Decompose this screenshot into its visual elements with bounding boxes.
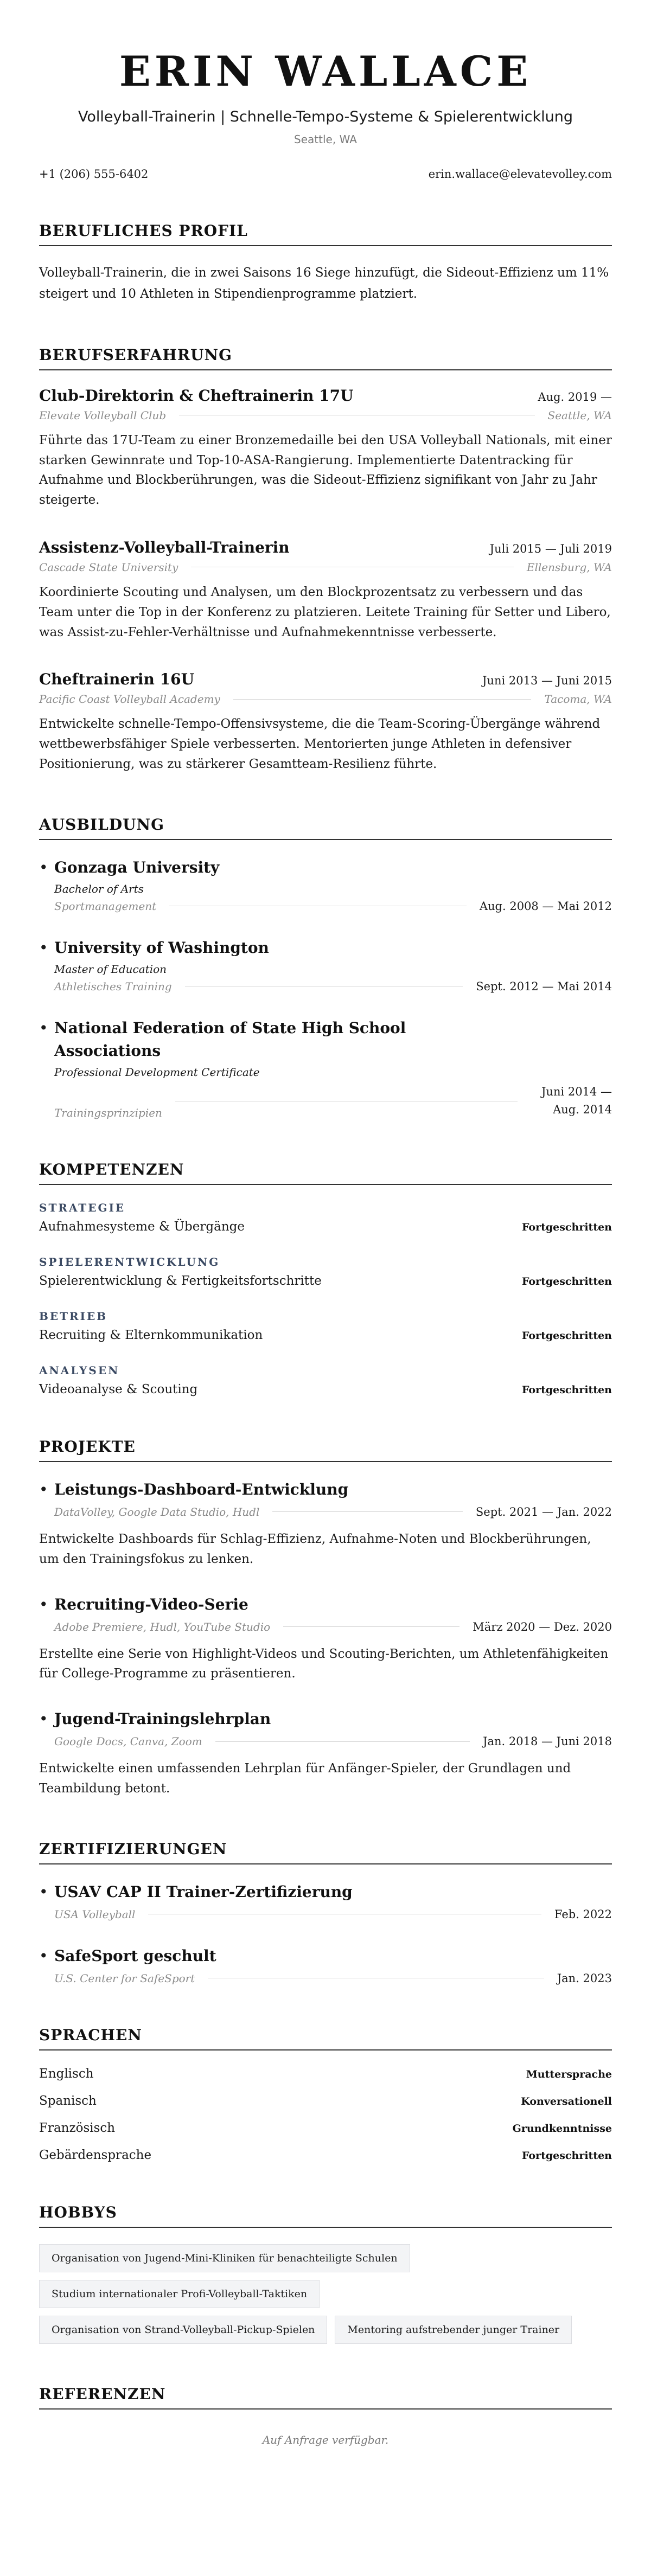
skill-name: Aufnahmesysteme & Übergänge [39,1219,245,1234]
dotted-leader [272,1511,463,1512]
projects-section-title: PROJEKTE [39,1438,612,1462]
job-title: Club-Direktorin & Cheftrainerin 17U [39,386,354,405]
candidate-tagline: Volleyball-Trainerin | Schnelle-Tempo-Systeme & Spielerentwicklung [78,108,573,125]
language-level: Konversationell [521,2095,612,2107]
skill-level: Fortgeschritten [521,1329,612,1342]
hobbies-section [39,2203,612,2344]
field-of-study: Athletisches Training [54,979,172,993]
bullet-icon: • [39,1595,48,1613]
project-tools: DataVolley, Google Data Studio, Hudl [54,1505,260,1518]
field-of-study: Trainingsprinzipien [54,1106,162,1119]
project-tools: Adobe Premiere, Hudl, YouTube Studio [54,1620,271,1633]
experience-section-title: BERUFSERFAHRUNG [39,346,612,370]
skills-section [39,1161,612,1396]
references-section-title: REFERENZEN [39,2385,612,2410]
job-organization: Pacific Coast Volleyball Academy [39,693,220,706]
education-section-title: AUSBILDUNG [39,816,612,840]
skill-category: STRATEGIE [39,1201,126,1214]
skill-category: BETRIEB [39,1309,108,1323]
education-dates: Aug. 2008 — Mai 2012 [479,899,612,913]
candidate-location: Seattle, WA [294,132,357,146]
hobbies-section-title: HOBBYS [39,2203,612,2228]
job-location: Ellensburg, WA [526,560,612,574]
certification-entry [39,1945,612,1985]
education-dates: Juni 2014 — Aug. 2014 [541,1085,612,1117]
job-entry [39,539,612,642]
bullet-icon: • [39,1480,48,1498]
job-location: Seattle, WA [547,408,612,422]
job-description: Entwickelte schnelle-Tempo-Offensivsysteme, die die Team-Scoring-Übergänge während wettbewerbsfähiger Spiele verbesserten. Mentorierten junge Athleten in defensiver Positionierung, was zu stärkerer Gesamtteam-Resilienz führte. [39,717,601,771]
degree-name: Bachelor of Arts [54,882,144,895]
job-title: Assistenz-Volleyball-Trainerin [39,538,290,556]
project-name: Jugend-Trainingslehrplan [54,1710,271,1728]
field-of-study: Sportmanagement [54,899,157,913]
school-name: Gonzaga University [54,858,220,876]
languages-section [39,2026,612,2162]
certification-date: Feb. 2022 [554,1907,612,1921]
certification-name: SafeSport geschult [54,1946,216,1965]
references-section [39,2385,612,2446]
project-name: Leistungs-Dashboard-Entwicklung [54,1480,349,1498]
education-dates: Sept. 2012 — Mai 2014 [476,979,612,993]
skill-level: Fortgeschritten [521,1221,612,1233]
job-dates: Juli 2015 — Juli 2019 [489,542,612,555]
experience-section [39,346,612,774]
bullet-icon: • [39,858,48,876]
language-name: Spanisch [39,2093,97,2108]
dotted-leader [233,699,532,700]
resume-header [39,49,612,181]
education-section [39,816,612,1119]
project-dates: Jan. 2018 — Juni 2018 [483,1735,612,1748]
skill-level: Fortgeschritten [521,1383,612,1396]
project-description: Entwickelte einen umfassenden Lehrplan für Anfänger-Spieler, der Grundlagen und Teambildung betont. [39,1761,571,1796]
skill-name: Spielerentwicklung & Fertigkeitsfortschritte [39,1273,322,1288]
skill-name: Videoanalyse & Scouting [39,1382,198,1396]
project-name: Recruiting-Video-Serie [54,1595,248,1613]
degree-name: Master of Education [54,962,167,976]
contact-row [39,168,612,181]
language-row [39,2067,612,2081]
skill-group [39,1310,612,1342]
skill-category: SPIELERENTWICKLUNG [39,1255,220,1268]
hobby-chip: Mentoring aufstrebender junger Trainer [335,2316,572,2344]
skill-name: Recruiting & Elternkommunikation [39,1328,263,1342]
dotted-leader [283,1626,459,1627]
project-entry [39,1593,612,1684]
language-name: Englisch [39,2066,94,2081]
skill-level: Fortgeschritten [521,1275,612,1287]
certification-date: Jan. 2023 [557,1971,612,1985]
project-entry [39,1478,612,1569]
education-entry [39,937,612,993]
skills-section-title: KOMPETENZEN [39,1161,612,1185]
job-location: Tacoma, WA [544,693,612,706]
language-row [39,2121,612,2135]
references-text: Auf Anfrage verfügbar. [262,2433,389,2446]
skill-group [39,1255,612,1288]
hobby-chips [39,2244,612,2344]
bullet-icon: • [39,938,48,957]
candidate-name: ERIN WALLACE [119,47,532,95]
job-title: Cheftrainerin 16U [39,670,195,689]
email-address[interactable]: erin.wallace@elevatevolley.com [428,167,612,181]
certification-issuer: USA Volleyball [54,1907,136,1921]
profile-section [39,222,612,305]
skill-group [39,1364,612,1396]
language-name: Französisch [39,2120,116,2135]
project-tools: Google Docs, Canva, Zoom [54,1735,202,1748]
project-entry [39,1708,612,1799]
project-description: Erstellte eine Serie von Highlight-Videos und Scouting-Berichten, um Athletenfähigkeiten für College-Programme zu präsentieren. [39,1646,609,1681]
language-row [39,2148,612,2162]
hobby-chip: Organisation von Jugend-Mini-Kliniken für benachteiligte Schulen [39,2244,410,2272]
school-name: National Federation of State High School Associations [54,1018,406,1060]
education-entry [39,856,612,913]
job-dates: Aug. 2019 — [538,390,612,403]
language-row [39,2094,612,2108]
job-entry [39,670,612,774]
job-description: Führte das 17U-Team zu einer Bronzemedaille bei den USA Volleyball Nationals, mit einer starken Gewinnrate und Top-10-ASA-Rangierung. Implementierte Datentracking für Aufnahme und Blockberührungen, was die Sideout-Effizienz signifikant von Jahr zu Jahr steigerte. [39,433,612,508]
language-name: Gebärdensprache [39,2148,152,2162]
skill-category: ANALYSEN [39,1363,120,1377]
hobby-chip: Organisation von Strand-Volleyball-Pickup-Spielen [39,2316,327,2344]
project-dates: Sept. 2021 — Jan. 2022 [475,1505,612,1518]
certification-issuer: U.S. Center for SafeSport [54,1971,195,1985]
job-entry [39,387,612,510]
bullet-icon: • [39,1882,48,1901]
profile-section-title: BERUFLICHES PROFIL [39,222,612,246]
projects-section [39,1438,612,1799]
degree-name: Professional Development Certificate [54,1065,260,1079]
job-dates: Juni 2013 — Juni 2015 [482,674,612,688]
job-organization: Cascade State University [39,560,178,574]
project-description: Entwickelte Dashboards für Schlag-Effizienz, Aufnahme-Noten und Blockberührungen, um den Trainingsfokus zu lenken. [39,1531,591,1566]
certifications-section [39,1840,612,1985]
bullet-icon: • [39,1018,48,1037]
bullet-icon: • [39,1710,48,1728]
phone-number[interactable]: +1 (206) 555-6402 [39,167,149,181]
dotted-leader [215,1741,470,1742]
bullet-icon: • [39,1946,48,1965]
certification-name: USAV CAP II Trainer-Zertifizierung [54,1882,353,1901]
certifications-section-title: ZERTIFIZIERUNGEN [39,1840,612,1864]
education-entry [39,1017,612,1119]
skill-group [39,1201,612,1234]
languages-section-title: SPRACHEN [39,2026,612,2050]
certification-entry [39,1881,612,1921]
job-description: Koordinierte Scouting und Analysen, um den Blockprozentsatz zu verbessern und das Team unter die Top in der Konferenz zu platzieren. Leitete Training für Setter und Libero, was Assist-zu-Fehler-Verhältnisse und Aufnahmekenntnisse verbesserte. [39,585,611,639]
job-organization: Elevate Volleyball Club [39,408,167,422]
profile-text: Volleyball-Trainerin, die in zwei Saisons 16 Siege hinzufügt, die Sideout-Effizienz um 11% steigert und 10 Athleten in Stipendienprogramme platziert. [39,265,609,301]
project-dates: März 2020 — Dez. 2020 [473,1620,612,1633]
language-level: Muttersprache [526,2068,612,2080]
language-level: Grundkenntnisse [512,2122,612,2135]
hobby-chip: Studium internationaler Profi-Volleyball-Taktiken [39,2280,320,2308]
language-level: Fortgeschritten [521,2149,612,2162]
school-name: University of Washington [54,938,269,957]
